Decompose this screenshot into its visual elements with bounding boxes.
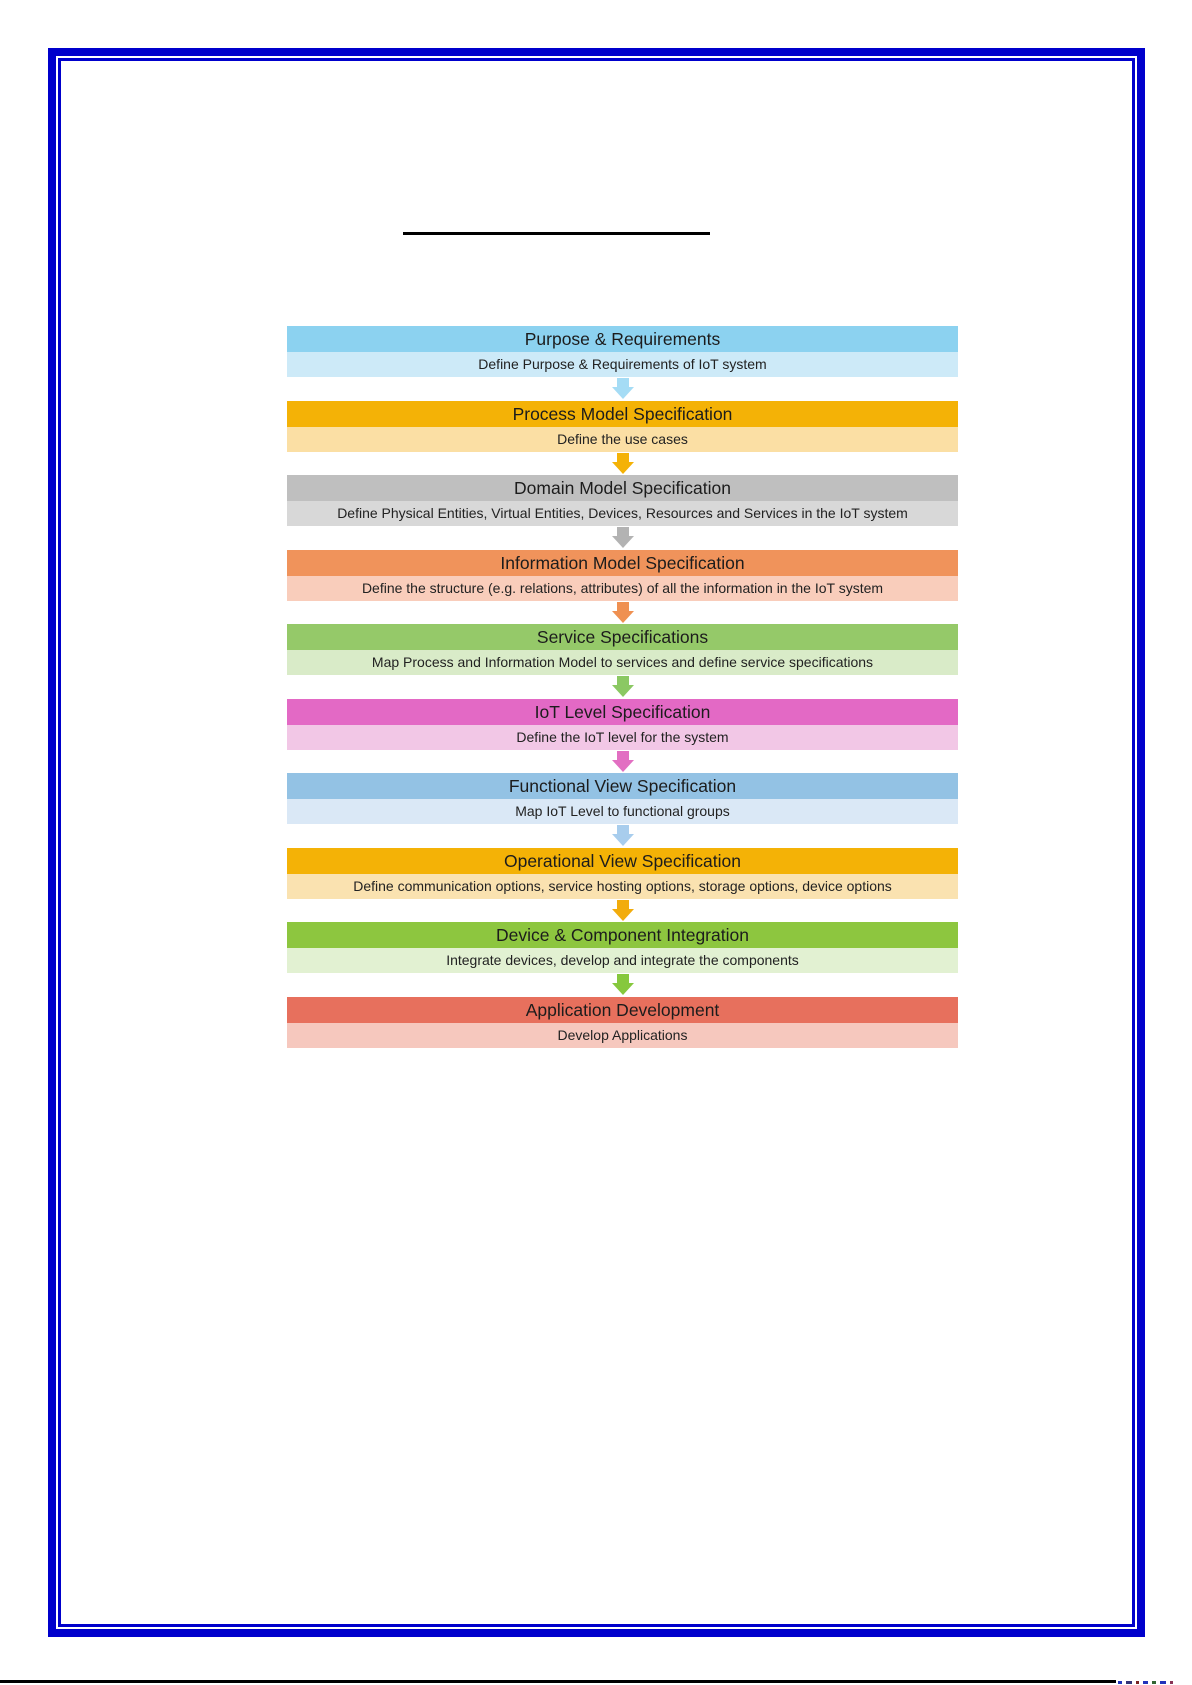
step-desc: Define the use cases <box>557 430 688 447</box>
step-desc-bar <box>287 1023 958 1048</box>
step-desc: Define the IoT level for the system <box>516 728 729 745</box>
step-desc: Define communication options, service hosting options, storage options, device options <box>353 877 892 894</box>
flow-step-information-model <box>287 550 958 625</box>
step-desc-bar <box>287 725 958 750</box>
down-arrow-icon <box>287 526 958 550</box>
flow-step-application-development <box>287 997 958 1072</box>
step-desc: Map Process and Information Model to services and define service specifications <box>371 654 874 670</box>
step-title-bar <box>287 624 958 650</box>
down-arrow-icon <box>287 452 958 476</box>
step-desc: Map IoT Level to functional groups <box>515 803 730 819</box>
step-title: Operational View Specification <box>503 850 742 871</box>
step-title-bar <box>287 699 958 725</box>
down-arrow-icon <box>287 824 958 848</box>
flow-step-operational-view <box>287 848 958 923</box>
flow-step-device-component-integration <box>287 922 958 997</box>
step-title-bar <box>287 401 958 427</box>
step-desc-bar <box>287 576 958 601</box>
step-title-bar <box>287 326 958 352</box>
flow-step-service-specifications <box>287 624 958 699</box>
flow-step-process-model <box>287 401 958 476</box>
step-title: Domain Model Specification <box>514 478 731 498</box>
down-arrow-icon <box>287 601 958 625</box>
flow-step-domain-model <box>287 475 958 550</box>
step-desc: Integrate devices, develop and integrate the components <box>446 952 799 968</box>
step-desc: Define Purpose & Requirements of IoT system <box>478 356 767 372</box>
step-desc-bar <box>287 352 958 377</box>
step-title-bar <box>287 848 958 874</box>
down-arrow-icon <box>287 750 958 774</box>
page-bottom-rule <box>0 1680 1116 1683</box>
step-title-bar <box>287 550 958 576</box>
step-desc: Define Physical Entities, Virtual Entities, Devices, Resources and Services in the IoT system <box>337 505 908 521</box>
cutoff-content-sliver <box>1118 1681 1192 1684</box>
step-desc-bar <box>287 427 958 452</box>
flow-step-functional-view <box>287 773 958 848</box>
step-title: Functional View Specification <box>508 776 737 796</box>
step-title: Purpose & Requirements <box>524 329 721 349</box>
step-title-bar <box>287 997 958 1023</box>
down-arrow-icon <box>287 377 958 401</box>
step-desc-bar <box>287 874 958 899</box>
step-title: Application Development <box>525 999 720 1020</box>
step-title: Information Model Specification <box>500 552 745 573</box>
step-desc-bar <box>287 799 958 824</box>
iot-methodology-flowchart <box>287 326 958 1071</box>
step-title-bar <box>287 475 958 501</box>
step-desc-bar <box>287 501 958 526</box>
step-title-bar <box>287 773 958 799</box>
step-title-bar <box>287 922 958 948</box>
flow-step-iot-level <box>287 699 958 774</box>
step-desc-bar <box>287 948 958 973</box>
title-underline <box>403 232 710 235</box>
step-title: Process Model Specification <box>512 403 733 424</box>
step-desc-bar <box>287 650 958 675</box>
down-arrow-icon <box>287 899 958 923</box>
step-desc: Define the structure (e.g. relations, attributes) of all the information in the IoT system <box>361 579 884 596</box>
flow-step-purpose-requirements <box>287 326 958 401</box>
step-desc: Develop Applications <box>557 1026 688 1043</box>
down-arrow-icon <box>287 973 958 997</box>
step-title: IoT Level Specification <box>534 701 711 722</box>
step-title: Device & Component Integration <box>496 925 749 945</box>
step-title: Service Specifications <box>536 627 709 647</box>
down-arrow-icon <box>287 675 958 699</box>
